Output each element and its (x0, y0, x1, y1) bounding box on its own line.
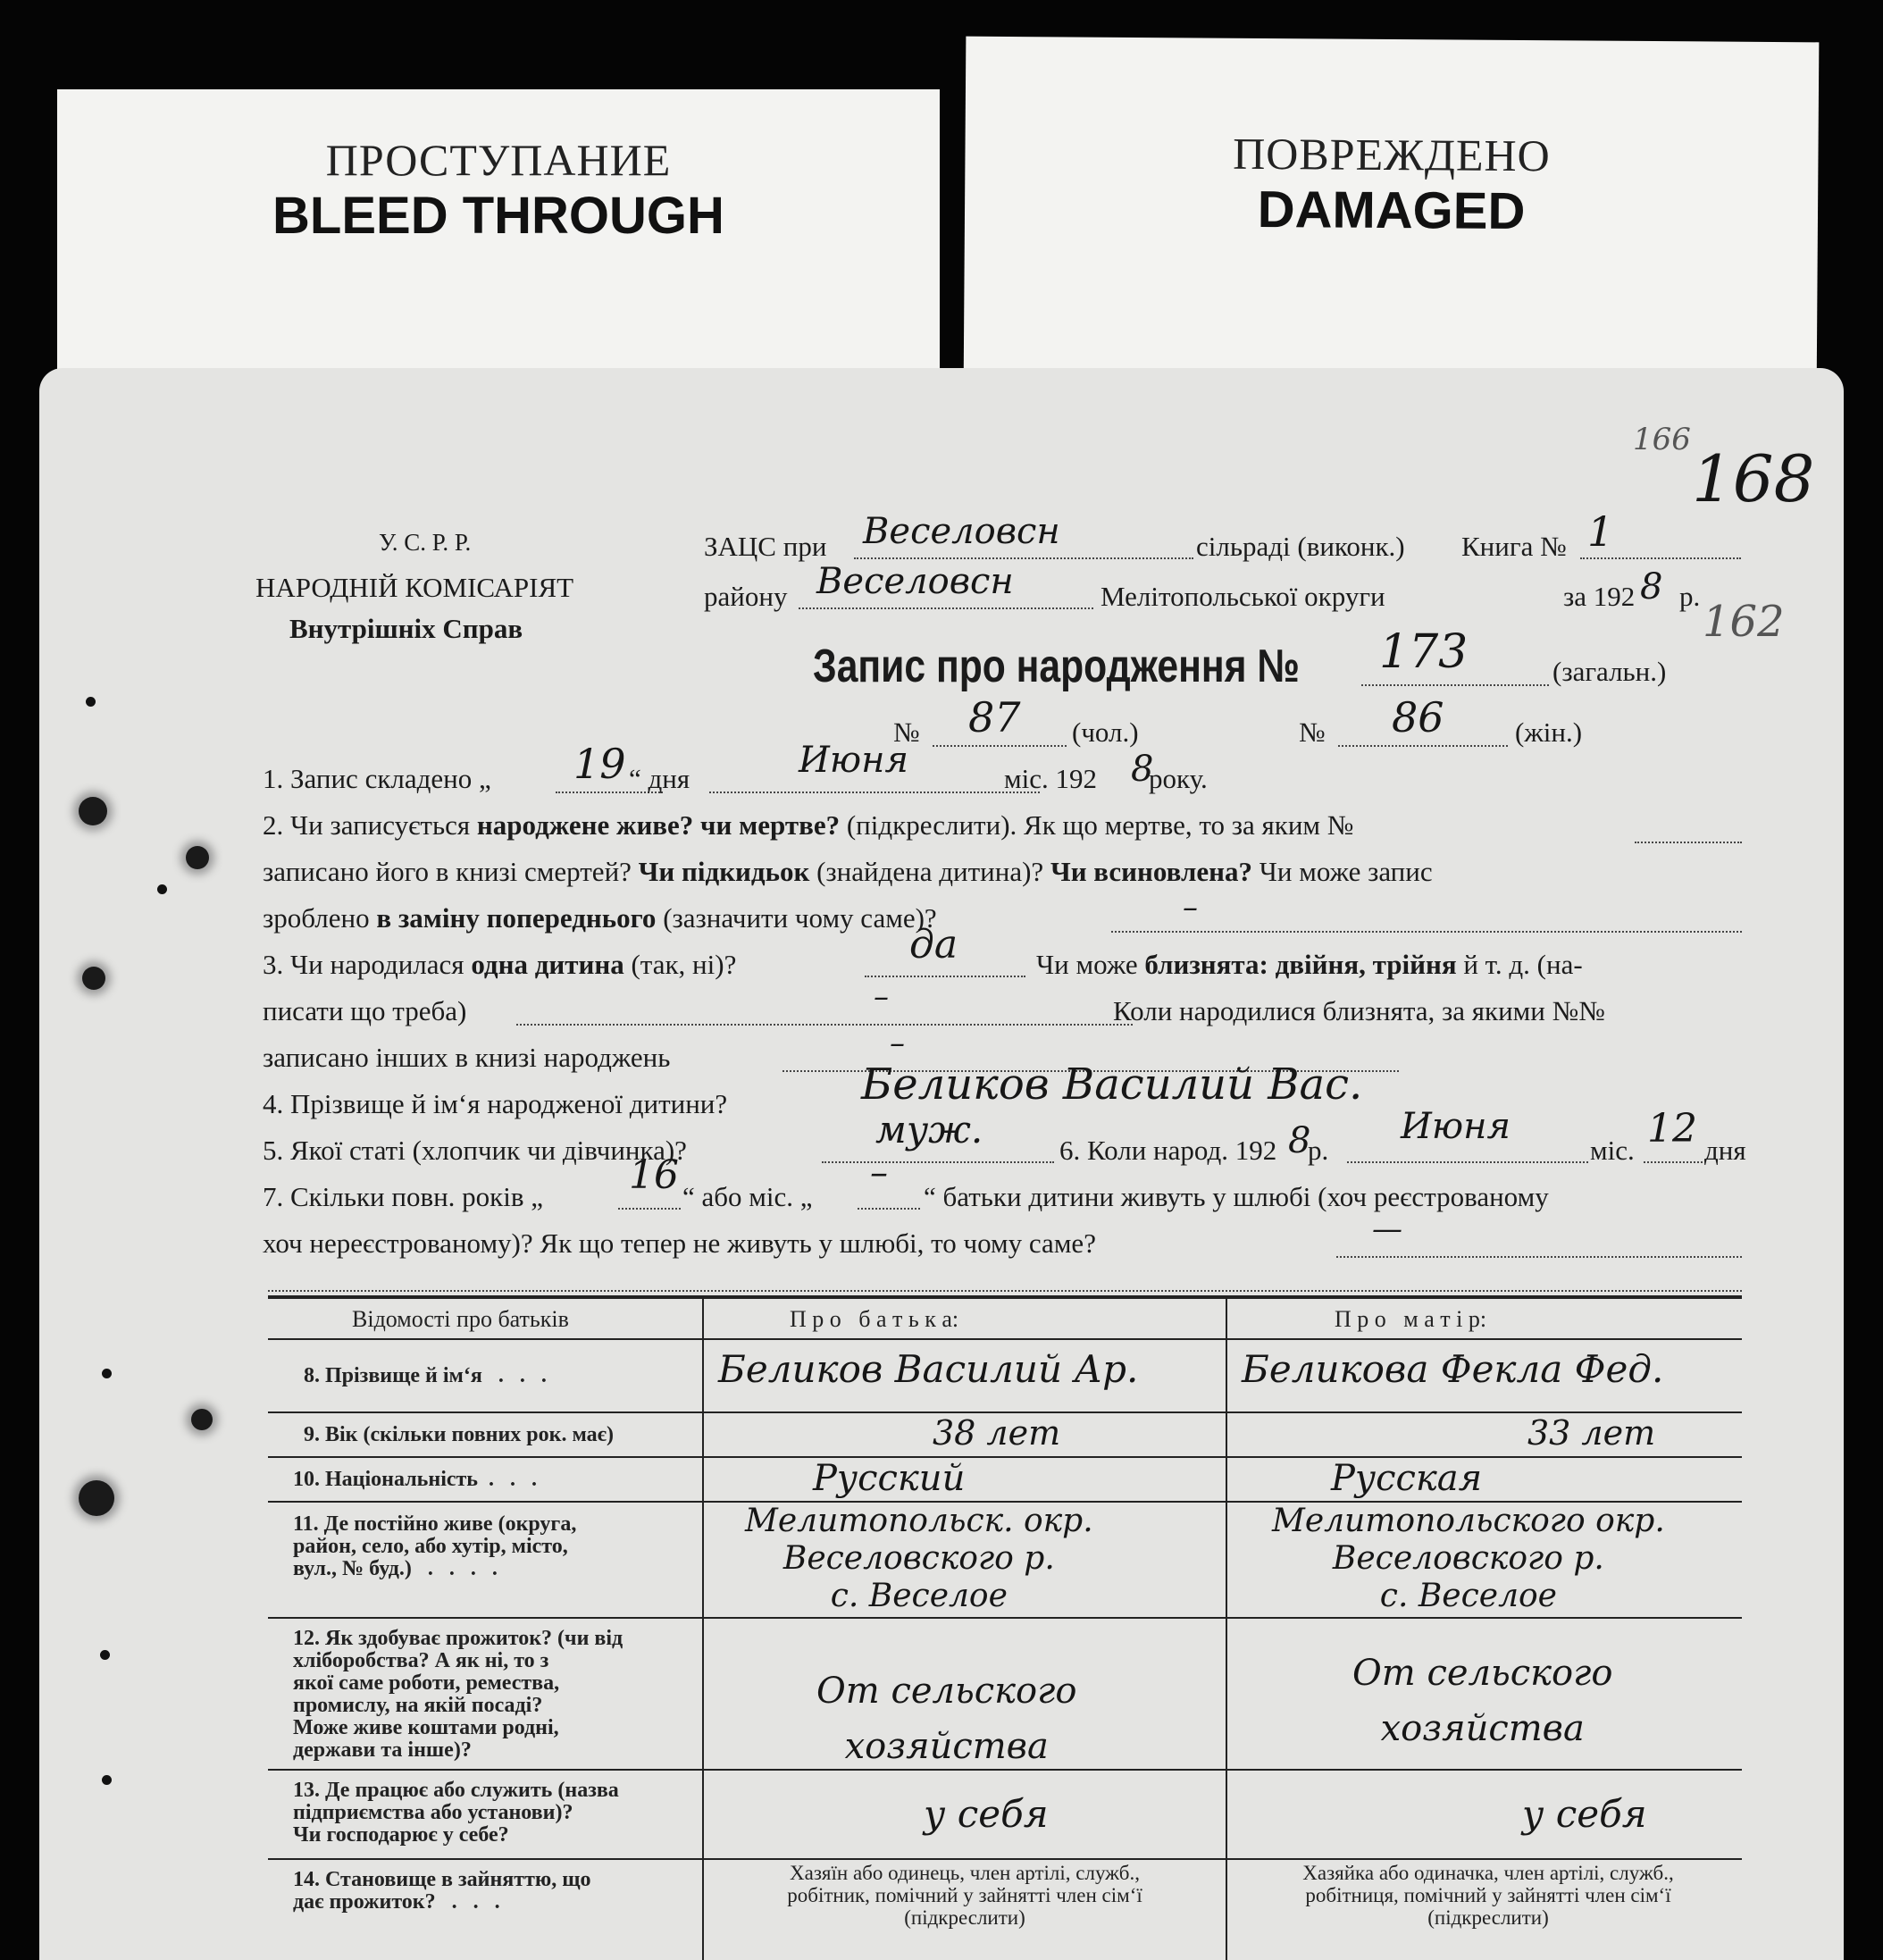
row-name-label: 8. Прізвище й ім‘я . . . (304, 1364, 547, 1387)
q2-line1: 2. Чи записується народжене живе? чи мертве? (підкреслити). Як що мертве, то за яким № (263, 809, 1354, 841)
father-livelihood: От сельского хозяйства (816, 1671, 1077, 1767)
ink-speck (86, 697, 96, 707)
damaged-ru: ПОВРЕЖДЕНО (1232, 128, 1551, 181)
q7-months-field: – (858, 1160, 920, 1210)
birth-record-page (39, 368, 1844, 1960)
bleed-through-card (57, 89, 940, 393)
q4-name-field: Беликов Василий Вас. (861, 1060, 1363, 1110)
q3-line1: 3. Чи народилася одна дитина (так, ні)? (263, 949, 737, 980)
q4-label: 4. Прізвище й ім‘я народженої дитини? (263, 1088, 728, 1119)
male-label: (чол.) (1072, 716, 1139, 748)
q7-extra-line (268, 1272, 1742, 1292)
female-label: (жін.) (1515, 716, 1583, 748)
damaged-card (964, 37, 1820, 397)
commissariat-label: НАРОДНІЙ КОМІСАРІЯТ (255, 572, 574, 603)
q1-month-field: Июня (709, 743, 1040, 793)
district-field: Веселовсн (799, 561, 1093, 609)
archive-number-crossed: 162 (1703, 597, 1785, 647)
record-number-field: 173 (1361, 629, 1549, 686)
table-top-rule (268, 1295, 1742, 1299)
q1-suffix: року. (1149, 763, 1208, 794)
year-suffix: р. (1679, 581, 1701, 612)
q1-label: 1. Запис складено „ (263, 763, 491, 794)
zags-label: ЗАЦС при (704, 531, 827, 562)
father-residence: Мелитопольск. окр. Веселовского р. с. Веселое (745, 1503, 1093, 1614)
year-label: за 192 (1563, 581, 1636, 612)
q6-month-label: міс. (1590, 1135, 1635, 1166)
q3-twins-label: Чи може близнята: двійня, трійня й т. д. (на- (1036, 949, 1583, 980)
row-age-label: 9. Вік (скільки повних рок. має) (304, 1423, 615, 1446)
row-workplace-label: 13. Де працює або служить (назва підприємства або установи)? Чи господарює у себе? (293, 1779, 619, 1847)
q2-death-number-field (1635, 818, 1742, 843)
q7-marriage-label: “ батьки дитини живуть у шлюбі (хоч реєстрованому (924, 1181, 1549, 1212)
bleed-through-ru: ПРОСТУПАНИЕ (325, 135, 672, 185)
mother-nationality: Русская (1331, 1458, 1483, 1499)
q2-line3: зроблено в заміну попереднього (зазначити чому саме)? (263, 902, 937, 934)
q7-label: 7. Скільки повн. років „ (263, 1181, 543, 1212)
q6-day-field: 12 (1644, 1113, 1703, 1163)
q1-day-field: 19 (556, 743, 663, 793)
q3-line3-label: записано інших в книзі народжень (263, 1042, 671, 1073)
father-age: 38 лет (933, 1413, 1061, 1453)
punch-hole (82, 967, 105, 990)
male-no-label: № (893, 716, 920, 748)
q5-sex-field: муж. (822, 1113, 1054, 1163)
district-label: району (704, 581, 788, 612)
q5-label: 5. Якої статі (хлопчик чи дівчинка)? (263, 1135, 687, 1166)
q3-twins-field: – (516, 993, 1133, 1026)
row-employment-label: 14. Становище в зайняттю, що дає прожиток? . . . (293, 1868, 591, 1914)
row-livelihood-label: 12. Як здобуває прожиток? (чи від хліборобства? А як ні, то з якої саме роботи, ремества, промислу, на якій посаді? Може живе коштами родні, держави та інше)? (293, 1627, 623, 1762)
punch-hole (79, 1480, 114, 1516)
father-workplace: у себя (924, 1792, 1049, 1836)
table-col-rule (1226, 1295, 1227, 1960)
mother-workplace: у себя (1522, 1792, 1647, 1836)
table-head-mother: П р о м а т і р: (1335, 1306, 1487, 1332)
female-no-label: № (1299, 716, 1326, 748)
q6-year-value: 8 (1288, 1120, 1311, 1161)
father-nationality: Русский (813, 1458, 966, 1499)
year-value: 8 (1640, 566, 1663, 607)
table-row-rule (268, 1456, 1742, 1458)
q7-years-field: 16 (618, 1160, 681, 1210)
q7-months-label: “ або міс. „ (682, 1181, 813, 1212)
female-number-field: 86 (1338, 697, 1508, 747)
ink-speck (102, 1369, 112, 1378)
q7-line2: хоч нереєстрованому)? Як що тепер не живуть у шлюбі, то чому саме? (263, 1227, 1096, 1259)
general-label: (загальн.) (1552, 656, 1667, 687)
q6-label: 6. Коли народ. 192 (1059, 1135, 1277, 1166)
book-field: 1 (1580, 511, 1741, 559)
q3-other-field: – (782, 1040, 1399, 1072)
q1-year-label: міс. 192 (1004, 763, 1097, 794)
q2-reason-field: – (1111, 900, 1742, 933)
q6-month-field: Июня (1347, 1113, 1588, 1163)
okruga-label: Мелітопольської округи (1101, 581, 1385, 612)
damaged-en: DAMAGED (1257, 180, 1526, 241)
archive-number-old: 166 (1633, 422, 1691, 457)
zags-field: Веселовсн (854, 511, 1193, 559)
row-residence-label: 11. Де постійно живе (округа, район, село, або хутір, місто, вул., № буд.) . . . . (293, 1512, 577, 1580)
q3-line2-label: писати що треба) (263, 995, 467, 1026)
q6-day-label: дня (1704, 1135, 1746, 1166)
punch-hole (79, 797, 107, 825)
table-col-rule (702, 1295, 704, 1960)
usrr-label: У. С. Р. Р. (379, 529, 472, 556)
silrada-label: сільраді (виконк.) (1196, 531, 1405, 562)
q1-day-suffix: “ дня (629, 763, 690, 794)
table-head-father: П р о б а т ь к а: (790, 1306, 959, 1332)
punch-hole (191, 1409, 213, 1430)
q2-line2: записано його в книзі смертей? Чи підкидьок (знайдена дитина)? Чи всиновлена? Чи може запис (263, 856, 1433, 887)
ink-speck (157, 884, 167, 894)
q7-reason-field: — (1336, 1226, 1742, 1258)
punch-hole (186, 846, 209, 869)
internal-affairs-label: Внутрішніх Справ (289, 613, 523, 644)
q3-twins-numbers-label: Коли народилися близнята, за якими №№ (1113, 995, 1605, 1026)
archive-number: 168 (1692, 441, 1815, 516)
mother-name: Беликова Фекла Фед. (1242, 1347, 1664, 1391)
bleed-through-en: BLEED THROUGH (272, 187, 724, 245)
q3-single-field: да (865, 927, 1025, 977)
book-label: Книга № (1461, 531, 1567, 562)
mother-livelihood: От сельского хозяйства (1352, 1653, 1613, 1749)
ink-speck (100, 1650, 110, 1660)
mother-residence: Мелитопольского окр. Веселовского р. с. Веселое (1272, 1503, 1665, 1614)
record-title: Запис про народження № (813, 641, 1300, 692)
father-employment-options: Хазяїн або одинець, член артілі, служб., робітник, помічний у зайнятті член сім‘ї (підкреслити) (787, 1862, 1142, 1929)
mother-age: 33 лет (1527, 1413, 1656, 1453)
table-row-rule (268, 1858, 1742, 1860)
father-name: Беликов Василий Ар. (718, 1347, 1139, 1391)
ink-speck (102, 1775, 112, 1785)
q1-year-value: 8 (1131, 749, 1154, 790)
table-head-info: Відомості про батьків (352, 1306, 569, 1332)
male-number-field: 87 (933, 697, 1067, 747)
row-nationality-label: 10. Національність . . . (293, 1468, 537, 1491)
mother-employment-options: Хазяйка або одиначка, член артілі, служб., робітниця, помічний у зайнятті член сім‘ї (підкреслити) (1302, 1862, 1674, 1929)
table-row-rule (268, 1617, 1742, 1619)
table-head-rule (268, 1338, 1742, 1340)
q6-year-suffix: р. (1308, 1135, 1329, 1166)
